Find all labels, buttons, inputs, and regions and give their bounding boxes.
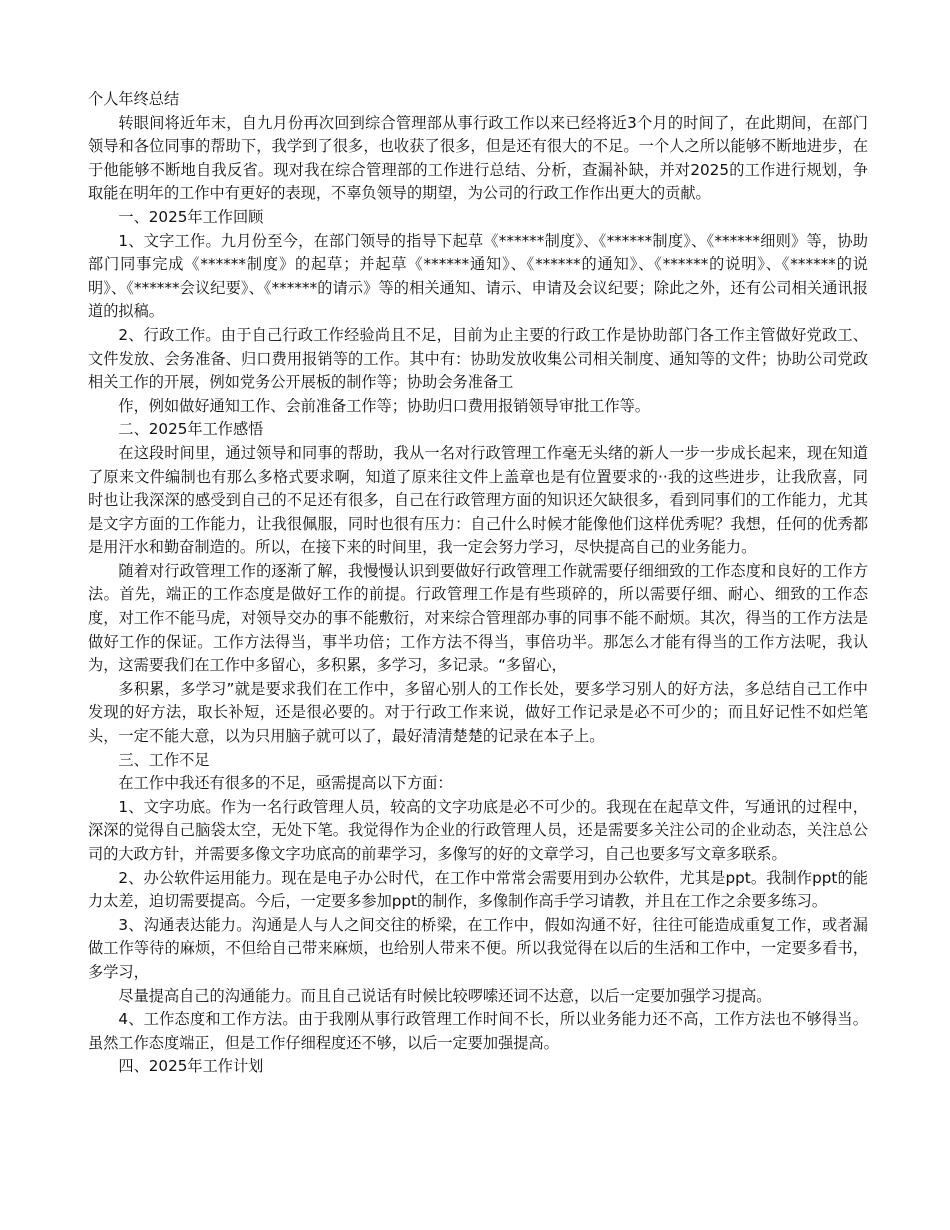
paragraph-office-software: 2、办公软件运用能力。现在是电子办公时代，在工作中常常会需要用到办公软件，尤其是ppt。我制作ppt的能力太差，迫切需要提高。今后，一定要多参加ppt的制作，多像制作高手学习请教，并且在工作之余要多练习。 [88, 868, 868, 911]
paragraph-communication-continued: 尽量提高自己的沟通能力。而且自己说话有时候比较啰嗦还词不达意，以后一定要加强学习提高。 [118, 986, 772, 1005]
document-page [88, 88, 868, 1079]
paragraph-work-attitude-continued: 多积累，多学习”就是要求我们在工作中，多留心别人的工作长处，要多学习别人的好方法，多总结自己工作中发现的好方法，取长补短，还是很必要的。对于行政工作来说，做好工作记录是必不可少的；而且好记性不如烂笔头，一定不能大意，以为只用脑子就可以了，最好清清楚楚的记录在本子上。 [88, 679, 868, 746]
section-heading-review: 一、2025年工作回顾 [118, 207, 264, 226]
paragraph-writing-work: 1、文字工作。九月份至今，在部门领导的指导下起草《******制度》、《******制度》、《******细则》等，协助部门同事完成《******制度》的起草；并起草《******通知》、《******的通知》、《******的说明》、《******的说明》、《******会议纪要》、《******的请示》等的相关通知、请示、申请及会议纪要；除此之外，还有公司相关通讯报道的拟稿。 [88, 231, 868, 321]
document-title: 个人年终总结 [88, 90, 180, 108]
paragraph-work-attitude: 随着对行政管理工作的逐渐了解，我慢慢认识到要做好行政管理工作就需要仔细细致的工作态度和良好的工作方法。首先，端正的工作态度是做好工作的前提。行政管理工作是有些琐碎的，所以需要仔细、耐心、细致的工作态度，对工作不能马虎，对领导交办的事不能敷衍，对来综合管理部办事的同事不能不耐烦。其次，得当的工作方法是做好工作的保证。工作方法得当，事半功倍；工作方法不得当，事倍功半。那怎么才能有得当的工作方法呢，我认为，这需要我们在工作中多留心，多积累，多学习，多记录。“多留心， [88, 561, 868, 675]
section-heading-shortcomings: 三、工作不足 [118, 750, 210, 769]
paragraph-writing-skill: 1、文字功底。作为一名行政管理人员，较高的文字功底是必不可少的。我现在在起草文件，写通讯的过程中，深深的觉得自己脑袋太空，无处下笔。我觉得作为企业的行政管理人员，还是需要多关注公司的企业动态，关注总公司的大政方针，并需要多像文字功底高的前辈学习，多像写的好的文章学习，自己也要多写文章多联系。 [88, 797, 868, 863]
paragraph-admin-work-continued: 作，例如做好通知工作、会前准备工作等；协助归口费用报销领导审批工作等。 [118, 396, 650, 415]
paragraph-reflections: 在这段时间里，通过领导和同事的帮助，我从一名对行政管理工作毫无头绪的新人一步一步成长起来，现在知道了原来文件编制也有那么多格式要求啊，知道了原来往文件上盖章也是有位置要求的··我的这些进步，让我欣喜，同时也让我深深的感受到自己的不足还有很多，自己在行政管理方面的知识还欠缺很多，看到同事们的工作能力，尤其是文字方面的工作能力，让我很佩服，同时也很有压力：自己什么时候才能像他们这样优秀呢？我想，任何的优秀都是用汗水和勤奋制造的。所以，在接下来的时间里，我一定会努力学习，尽快提高自己的业务能力。 [88, 443, 868, 557]
paragraph-intro: 转眼间将近年末，自九月份再次回到综合管理部从事行政工作以来已经将近3个月的时间了，在此期间，在部门领导和各位同事的帮助下，我学到了很多，也收获了很多，但是还有很大的不足。一个人之所以能够不断地进步，在于他能够不断地自我反省。现对我在综合管理部的工作进行总结、分析，查漏补缺，并对2025的工作进行规划，争取能在明年的工作中有更好的表现，不辜负领导的期望，为公司的行政工作作出更大的贡献。 [88, 113, 868, 203]
paragraph-communication: 3、沟通表达能力。沟通是人与人之间交往的桥梁，在工作中，假如沟通不好，往往可能造成重复工作，或者漏做工作等待的麻烦，不但给自己带来麻烦，也给别人带来不便。所以我觉得在以后的生活和工作中，一定要多看书，多学习， [88, 915, 868, 981]
paragraph-attitude-method: 4、工作态度和工作方法。由于我刚从事行政管理工作时间不长，所以业务能力还不高，工作方法也不够得当。虽然工作态度端正，但是工作仔细程度还不够，以后一定要加强提高。 [88, 1010, 868, 1052]
section-heading-reflections: 二、2025年工作感悟 [118, 420, 264, 439]
paragraph-shortcomings-intro: 在工作中我还有很多的不足，亟需提高以下方面： [118, 774, 453, 793]
paragraph-admin-work: 2、行政工作。由于自己行政工作经验尚且不足，目前为止主要的行政工作是协助部门各工作主管做好党政工、文件发放、会务准备、归口费用报销等的工作。其中有：协助发放收集公司相关制度、通知等的文件；协助公司党政相关工作的开展，例如党务公开展板的制作等；协助会务准备工 [88, 325, 868, 392]
section-heading-plan: 四、2025年工作计划 [118, 1057, 264, 1076]
